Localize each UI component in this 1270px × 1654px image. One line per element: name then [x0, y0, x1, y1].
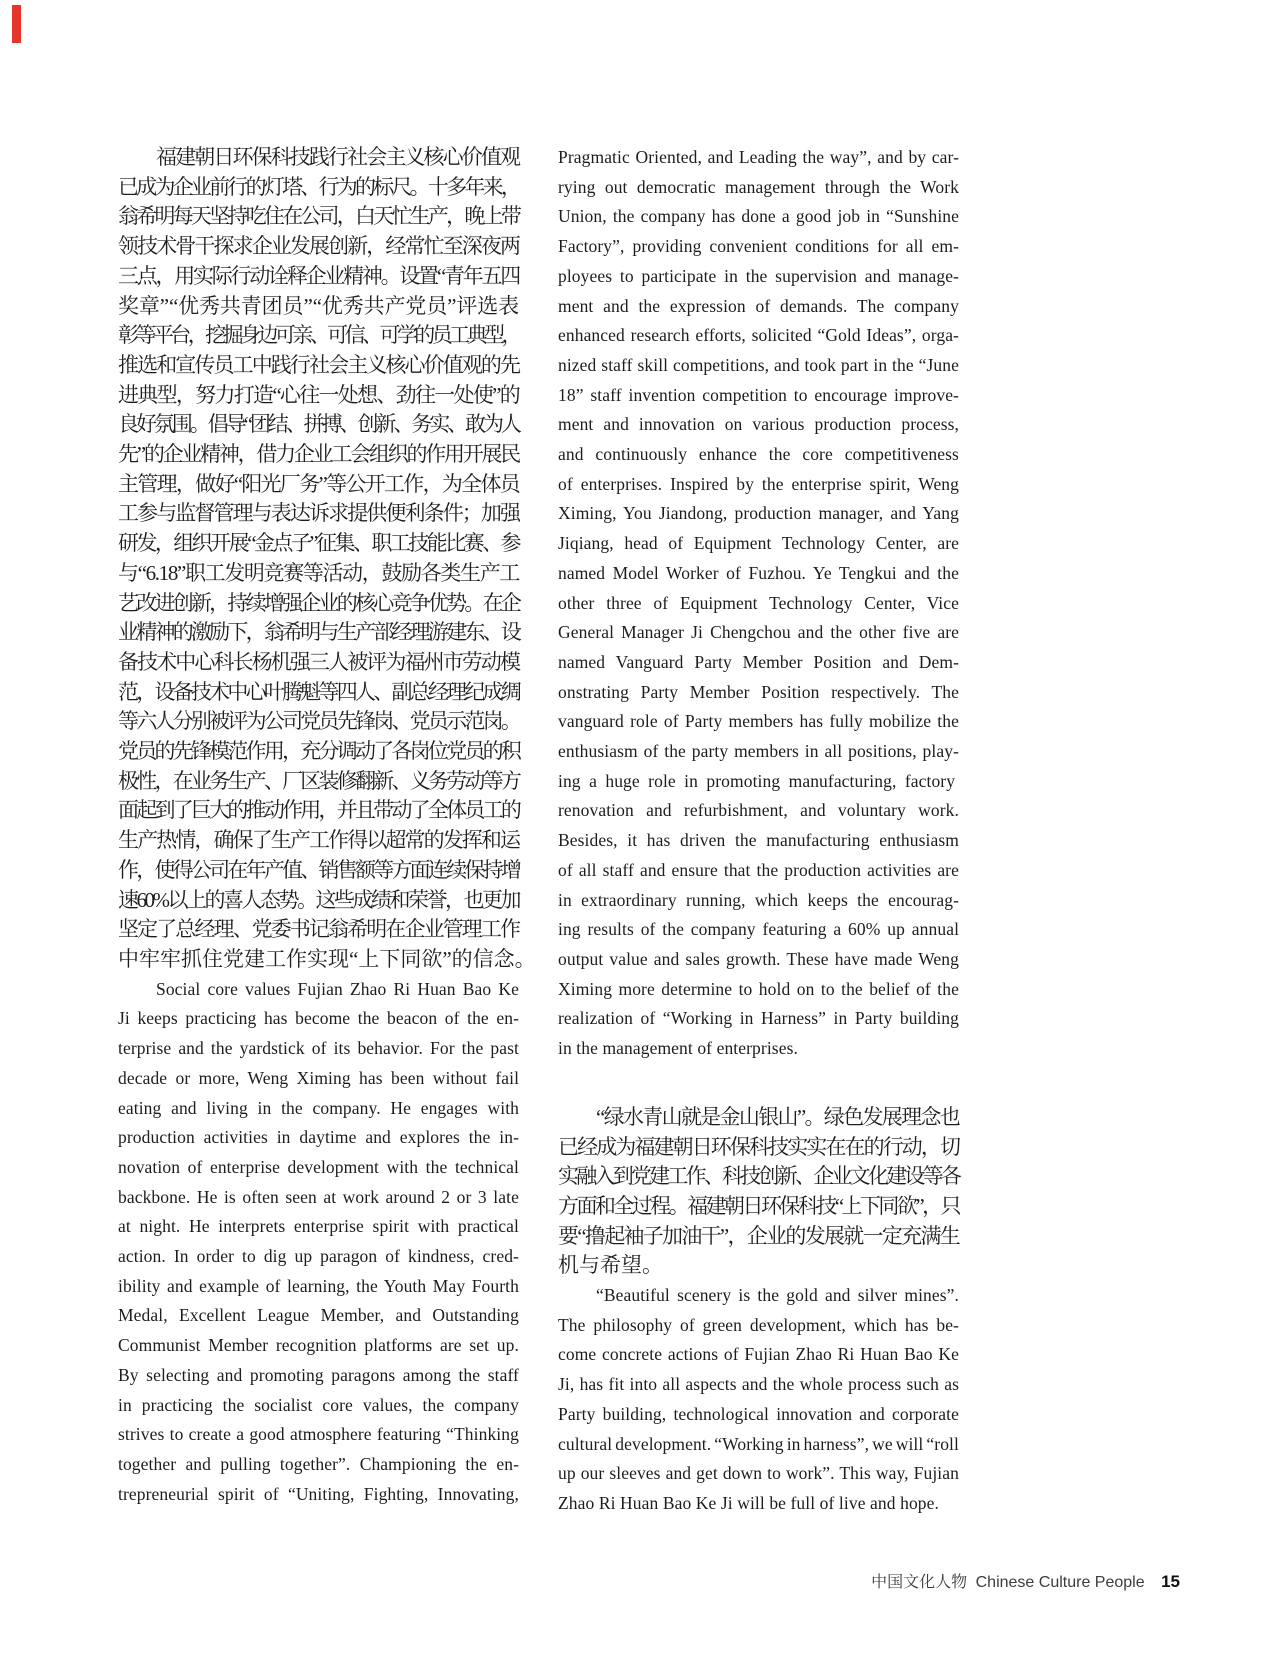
text-line — [558, 945, 959, 975]
text-line — [118, 915, 519, 945]
text-line-content: vanguard role of Party members has fully mobilize the — [558, 711, 959, 732]
text-line-content: ing a huge role in promoting manufacturing, factory — [558, 770, 956, 791]
text-line-content: together and pulling together”. Championing the en- — [118, 1453, 519, 1474]
text-line-content: 等六人分别被评为公司党员先锋岗、党员示范岗。 — [118, 709, 520, 734]
text-line-content: action. In order to dig up paragon of kindness, cred- — [118, 1246, 519, 1267]
text-line — [558, 1162, 959, 1192]
text-line-content: The philosophy of green development, which has be- — [558, 1314, 959, 1335]
text-line — [558, 1251, 959, 1281]
text-line-content: enthusiasm of the party members in all positions, play- — [558, 741, 959, 762]
text-line — [118, 1212, 519, 1242]
text-line — [558, 737, 959, 767]
text-line-content: ing results of the company featuring a 60% up annual — [558, 919, 960, 940]
text-line — [558, 1400, 959, 1430]
text-line — [558, 1133, 959, 1163]
text-line-content: of enterprises. Inspired by the enterprise spirit, Weng — [558, 473, 960, 494]
text-line — [118, 886, 519, 916]
text-line-content: in the management of enterprises. — [558, 1038, 798, 1059]
text-line — [118, 1123, 519, 1153]
text-line — [558, 886, 959, 916]
text-line — [118, 945, 536, 975]
text-line — [558, 796, 959, 826]
text-line — [558, 351, 959, 381]
text-line — [118, 1153, 519, 1183]
text-line — [118, 1331, 519, 1361]
text-line-content: and continuously enhance the core competitiveness — [558, 444, 959, 465]
text-line — [118, 232, 519, 262]
text-line — [118, 856, 519, 886]
text-line — [118, 529, 519, 559]
text-line-content: 生产热情，确保了生产工作得以超常的发挥和运 — [118, 828, 520, 853]
text-line — [558, 589, 959, 619]
text-line-content: 进典型，努力打造“心往一处想、劲往一处使”的 — [118, 382, 520, 407]
text-line — [558, 1340, 959, 1370]
text-line — [118, 499, 519, 529]
text-line — [558, 529, 959, 559]
text-line-content: Communist Member recognition platforms are set up. — [118, 1335, 519, 1356]
text-line-content: 实融入到党建工作、科技创新、企业文化建设等各 — [558, 1164, 960, 1189]
paragraph-zh — [118, 143, 536, 975]
text-line — [558, 202, 959, 232]
text-line-content: 已经成为福建朝日环保科技实实在在的行动，切 — [558, 1134, 960, 1159]
text-line-content: Jiqiang, head of Equipment Technology Center, are — [558, 533, 959, 554]
text-line — [118, 1420, 519, 1450]
text-line-content: renovation and refurbishment, and voluntary work. — [558, 800, 959, 821]
text-line — [558, 975, 959, 1005]
text-line — [558, 678, 959, 708]
text-line-content: Medal, Excellent League Member, and Outstanding — [118, 1305, 520, 1326]
text-line — [118, 1034, 519, 1064]
text-line — [558, 440, 959, 470]
text-line — [558, 1222, 959, 1252]
text-line-content: 翁希明每天坚持吃住在公司，白天忙生产，晚上带 — [118, 204, 520, 229]
text-line-content: cultural development. “Working in harness”, we will “roll — [558, 1433, 959, 1454]
text-line — [118, 1450, 519, 1480]
text-line — [118, 292, 519, 322]
text-line-content: Ximing, You Jiandong, production manager, and Yang — [558, 503, 959, 524]
text-column-left — [118, 143, 536, 1509]
text-line-content: come concrete actions of Fujian Zhao Ri Huan Bao Ke — [558, 1344, 960, 1365]
text-line-content: at night. He interprets enterprise spirit with practical — [118, 1216, 519, 1237]
text-line — [118, 470, 519, 500]
text-line — [558, 826, 959, 856]
text-line — [118, 143, 519, 173]
text-line — [558, 1281, 959, 1311]
text-line-content: 先”的企业精神，借力企业工会组织的作用开展民 — [118, 442, 520, 467]
text-line-content: 奖章”“优秀共青团员”“优秀共产党员”评选表 — [118, 293, 519, 318]
text-line — [558, 470, 959, 500]
text-line — [558, 173, 959, 203]
text-line — [558, 1430, 959, 1460]
text-line — [118, 262, 519, 292]
text-line — [118, 1094, 519, 1124]
text-line-content: 业精神的激励下，翁希明与生产部经理游建东、设 — [118, 620, 520, 645]
paragraph-zh — [558, 1103, 959, 1281]
text-line-content: named Vanguard Party Member Position and Dem- — [558, 651, 960, 672]
text-line — [118, 826, 519, 856]
text-line — [118, 410, 519, 440]
text-line-content: 彰等平台，挖掘身边可亲、可信、可学的员工典型， — [118, 323, 519, 348]
text-line — [118, 440, 519, 470]
text-line — [558, 559, 959, 589]
text-line-content: Ximing more determine to hold on to the belief of the — [558, 978, 959, 999]
text-line-content: 备技术中心科长杨机强三人被评为福州市劳动模 — [118, 649, 520, 674]
text-line-content: General Manager Ji Chengchou and the other five are — [558, 622, 960, 643]
text-line — [558, 262, 959, 292]
text-line-content: By selecting and promoting paragons among the staff — [118, 1364, 519, 1385]
text-line-content: decade or more, Weng Ximing has been without fail — [118, 1067, 520, 1088]
text-line-content: 面起到了巨大的推动作用，并且带动了全体员工的 — [118, 798, 520, 823]
text-line-content: novation of enterprise development with the technical — [118, 1156, 519, 1177]
text-line-content: backbone. He is often seen at work around 2 or 3 late — [118, 1186, 519, 1207]
text-line-content: Social core values Fujian Zhao Ri Huan Bao Ke — [156, 978, 519, 999]
footer-journal-name-zh: 中国文化人物 — [871, 1574, 968, 1591]
text-line-content: rying out democratic management through the Work — [558, 176, 960, 197]
text-line — [558, 232, 959, 262]
text-line-content: 工参与监督管理与表达诉求提供便利条件；加强 — [118, 501, 520, 526]
text-line — [118, 173, 519, 203]
red-corner-mark — [12, 5, 21, 43]
text-line-content: 与“6.18”职工发明竞赛等活动，鼓励各类生产工 — [118, 560, 519, 585]
text-line-content: Ji, has fit into all aspects and the whole process such as — [558, 1374, 960, 1395]
text-line-content: 已成为企业前行的灯塔、行为的标尺。十多年来， — [118, 174, 520, 199]
text-line — [118, 1064, 519, 1094]
text-line — [558, 618, 959, 648]
text-line-content: ment and innovation on various production process, — [558, 414, 959, 435]
text-line-content: 福建朝日环保科技践行社会主义核心价值观 — [156, 145, 520, 169]
text-line-content: 研发，组织开展“金点子”征集、职工技能比赛、参 — [118, 531, 519, 556]
text-line — [118, 559, 519, 589]
text-line — [558, 321, 959, 351]
text-line — [118, 1361, 519, 1391]
text-line-content: ment and the expression of demands. The company — [558, 295, 959, 316]
text-line — [118, 1272, 519, 1302]
text-line — [118, 1391, 519, 1421]
text-line — [118, 1183, 519, 1213]
text-line — [118, 1480, 519, 1510]
text-line-content: output value and sales growth. These have made Weng — [558, 948, 959, 969]
text-column-right — [558, 143, 959, 1519]
text-line-content: Party building, technological innovation and corporate — [558, 1403, 959, 1424]
text-line-content: ployees to participate in the supervision and manage- — [558, 265, 959, 286]
text-line — [558, 915, 959, 945]
text-line-content: “绿水青山就是金山银山”。绿色发展理念也 — [596, 1104, 960, 1129]
text-line — [118, 381, 519, 411]
text-line-content: Pragmatic Oriented, and Leading the way”, and by car- — [558, 147, 960, 167]
text-line — [118, 1242, 519, 1272]
text-line — [118, 351, 519, 381]
text-line-content: 范，设备技术中心叶腾魁等四人、副总经理纪成绸 — [118, 679, 520, 704]
text-line — [558, 1192, 959, 1222]
text-line-content: 作，使得公司在年产值、销售额等方面连续保持增 — [118, 857, 520, 882]
paragraph-en — [558, 1281, 959, 1519]
text-line — [558, 499, 959, 529]
text-line — [558, 648, 959, 678]
text-line-content: up our sleeves and get down to work”. This way, Fujian — [558, 1463, 959, 1484]
text-line — [558, 767, 959, 797]
text-line — [558, 1370, 959, 1400]
text-line-content: 良好氛围。倡导“团结、拼搏、创新、务实、敢为人 — [118, 412, 519, 437]
text-line-content: Besides, it has driven the manufacturing enthusiasm — [558, 830, 959, 851]
text-line-content: strives to create a good atmosphere featuring “Thinking — [118, 1424, 519, 1445]
paragraph-en — [118, 975, 519, 1510]
page-footer — [558, 1572, 1180, 1593]
text-line — [118, 737, 519, 767]
text-line — [558, 1489, 959, 1519]
text-line-content: named Model Worker of Fuzhou. Ye Tengkui and the — [558, 562, 959, 583]
text-line-content: enhanced research efforts, solicited “Gold Ideas”, orga- — [558, 325, 959, 346]
text-line-content: 方面和全过程。福建朝日环保科技“上下同欲”，只 — [558, 1193, 959, 1218]
text-line-content: 18” staff invention competition to encourage improve- — [558, 384, 959, 405]
text-line — [558, 410, 959, 440]
text-line-content: trepreneurial spirit of “Uniting, Fighting, Innovating, — [118, 1483, 519, 1504]
text-line — [558, 1034, 959, 1064]
text-line — [118, 1004, 519, 1034]
text-line-content: Zhao Ri Huan Bao Ke Ji will be full of live and hope. — [558, 1492, 939, 1513]
text-line-content: nized staff skill competitions, and took part in the “June — [558, 354, 959, 375]
text-line-content: eating and living in the company. He engages with — [118, 1097, 520, 1118]
text-line-content: 推选和宣传员工中践行社会主义核心价值观的先 — [118, 352, 520, 377]
text-line — [118, 707, 519, 737]
text-line-content: 艺改进创新，持续增强企业的核心竞争优势。在企 — [118, 590, 520, 615]
text-line — [118, 975, 519, 1005]
text-line-content: other three of Equipment Technology Center, Vice — [558, 592, 960, 613]
text-line — [558, 381, 959, 411]
text-line-content: 三点，用实际行动诠释企业精神。设置“青年五四 — [118, 263, 520, 288]
text-line — [558, 292, 959, 322]
text-line-content: production activities in daytime and explores the in- — [118, 1127, 520, 1148]
text-line — [118, 321, 519, 351]
text-line — [558, 1311, 959, 1341]
text-line — [118, 618, 519, 648]
text-line — [118, 648, 519, 678]
paragraph-en — [558, 143, 959, 1064]
text-line-content: 坚定了总经理、党委书记翁希明在企业管理工作 — [118, 917, 520, 942]
text-line-content: 中牢牢抓住党建工作实现“上下同欲”的信念。 — [118, 946, 536, 971]
text-line-content: in practicing the socialist core values, the company — [118, 1394, 520, 1415]
page-number: 15 — [1161, 1572, 1180, 1591]
text-line-content: “Beautiful scenery is the gold and silver mines”. — [596, 1285, 960, 1306]
text-line-content: 领技术骨干探求企业发展创新，经常忙至深夜两 — [118, 234, 520, 259]
text-line-content: realization of “Working in Harness” in Party building — [558, 1008, 959, 1029]
text-line — [558, 143, 959, 173]
text-line — [558, 1103, 959, 1133]
text-line-content: 速60%以上的喜人态势。这些成绩和荣誉，也更加 — [118, 887, 519, 912]
text-line-content: 机与希望。 — [558, 1253, 663, 1278]
text-line-content: of all staff and ensure that the production activities are — [558, 859, 959, 880]
text-line — [118, 678, 519, 708]
text-line-content: Ji keeps practicing has become the beacon of the en- — [118, 1008, 520, 1029]
text-line-content: onstrating Party Member Position respectively. The — [558, 681, 959, 702]
text-line-content: ibility and example of learning, the Youth May Fourth — [118, 1275, 519, 1296]
text-line — [118, 589, 519, 619]
text-line — [118, 202, 519, 232]
text-line-content: Factory”, providing convenient conditions for all em- — [558, 236, 959, 257]
text-line — [118, 1301, 519, 1331]
text-line-content: Union, the company has done a good job in “Sunshine — [558, 206, 960, 227]
text-line — [558, 1459, 959, 1489]
text-line-content: 极性，在业务生产、厂区装修翻新、义务劳动等方 — [118, 768, 520, 793]
text-line — [558, 856, 959, 886]
footer-journal-name-en: Chinese Culture People — [975, 1574, 1145, 1591]
text-line-content: in extraordinary running, which keeps the encourag- — [558, 889, 960, 910]
text-line-content: 主管理，做好“阳光厂务”等公开工作，为全体员 — [118, 471, 520, 496]
text-line-content: 党员的先锋模范作用，充分调动了各岗位党员的积 — [118, 739, 520, 764]
text-line-content: terprise and the yardstick of its behavior. For the past — [118, 1038, 519, 1059]
text-line — [118, 796, 519, 826]
text-line — [558, 1004, 959, 1034]
text-line — [558, 707, 959, 737]
text-line — [118, 767, 519, 797]
text-line-content: 要“撸起袖子加油干”，企业的发展就一定充满生 — [558, 1223, 960, 1248]
